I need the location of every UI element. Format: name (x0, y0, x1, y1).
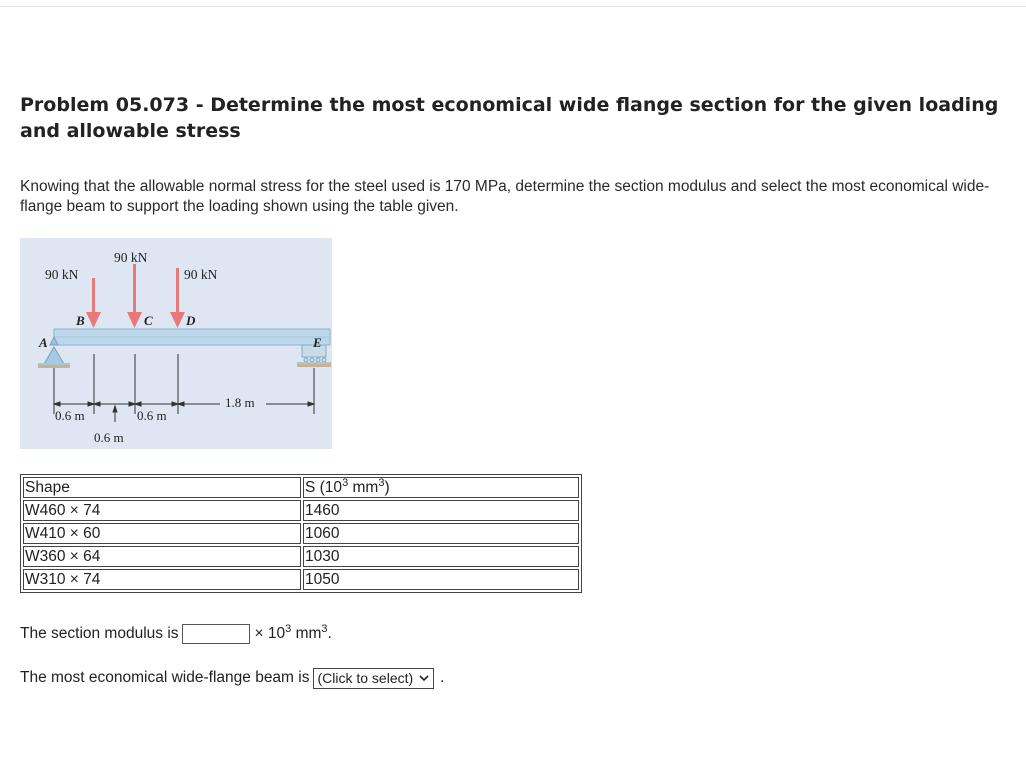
header-modulus-prefix: S (10 (305, 479, 343, 496)
cell-shape: W410 × 60 (23, 523, 301, 544)
load-arrow-b (86, 278, 101, 328)
cell-modulus: 1050 (303, 569, 579, 590)
point-label-e: E (313, 335, 322, 350)
cell-modulus: 1030 (303, 546, 579, 567)
point-label-b: B (76, 313, 85, 328)
cell-modulus: 1460 (303, 500, 579, 521)
header-modulus-unit-exp: 3 (378, 477, 385, 489)
table-row (23, 523, 579, 544)
chevron-down-icon (419, 673, 429, 683)
beam-figure (20, 238, 332, 449)
cell-shape: W360 × 64 (23, 546, 301, 567)
point-label-d: D (186, 313, 196, 328)
header-shape: Shape (23, 477, 301, 498)
modulus-input[interactable] (182, 624, 250, 644)
modulus-unit: × $10^3$ $mm^3$. (254, 623, 332, 642)
modulus-label: The section modulus is (20, 625, 179, 642)
dim-label-cd: 0.6 m (137, 408, 167, 423)
point-label-a: A (39, 335, 48, 350)
top-divider (0, 6, 1026, 7)
cell-modulus: 1060 (303, 523, 579, 544)
modulus-unit-exp2: 3 (321, 623, 328, 635)
beam-period: . (440, 669, 445, 686)
load-label-c: 90 kN (114, 250, 148, 265)
table-header-row (23, 477, 579, 498)
modulus-unit-exp: 3 (285, 623, 292, 635)
header-modulus (303, 477, 579, 498)
load-arrow-d (170, 268, 185, 328)
load-label-d: 90 kN (184, 267, 218, 282)
beam-answer-row (20, 666, 444, 690)
load-arrow-c (127, 264, 142, 328)
beam-select[interactable] (313, 668, 434, 689)
beam-select-value: (Click to select) (317, 670, 414, 686)
modulus-unit-mm: mm (291, 625, 322, 642)
point-label-c: C (144, 313, 153, 328)
dim-label-ab: 0.6 m (55, 408, 85, 423)
cell-shape: W460 × 74 (23, 500, 301, 521)
modulus-unit-prefix: × 10 (254, 625, 286, 642)
modulus-answer-row (20, 622, 332, 646)
beam-label: The most economical wide-flange beam is (20, 669, 310, 686)
header-modulus-exp: 3 (342, 477, 349, 489)
table-row (23, 500, 579, 521)
load-label-b: 90 kN (45, 267, 79, 282)
shape-table (20, 474, 582, 593)
header-modulus-close: ) (384, 479, 390, 496)
dim-label-bc: 0.6 m (94, 430, 124, 445)
table-row (23, 546, 579, 567)
table-row (23, 569, 579, 590)
header-modulus-unit: mm (348, 479, 379, 496)
cell-shape: W310 × 74 (23, 569, 301, 590)
problem-description: Knowing that the allowable normal stress for the steel used is 170 MPa, determine the section modulus and select the most economical wide-flange beam to support the loading shown using the table given. (20, 178, 990, 215)
dim-label-de: 1.8 m (225, 395, 255, 410)
problem-title: Problem 05.073 - Determine the most economical wide flange section for the given loading and allowable stress (20, 94, 999, 142)
